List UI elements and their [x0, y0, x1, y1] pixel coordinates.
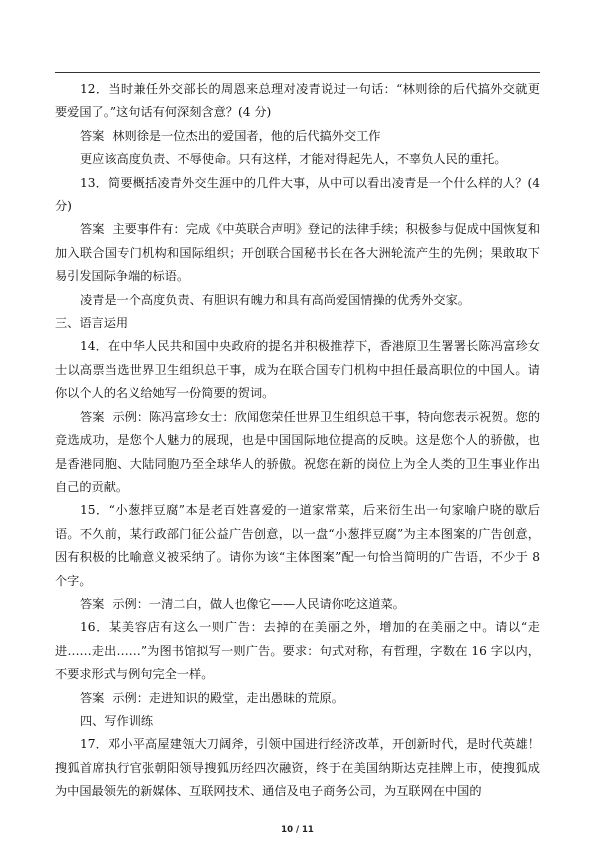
answer-14: [55, 406, 540, 500]
page-content: [55, 78, 540, 804]
answer-12: [55, 125, 540, 148]
answer-15: [55, 593, 540, 616]
answer-16: [55, 687, 540, 710]
answer-label: 答案: [80, 128, 105, 143]
question-17: 17．邓小平高屋建瓴大刀阔斧，引领中国进行经济改革，开创新时代，是时代英雄！搜狐首席执行官张朝阳领导搜狐历经四次融资，终于在美国纳斯达克挂牌上市，使搜狐成为中国最领先的新媒体、互联网技术、通信及电子商务公司，为互联网在中国的: [55, 737, 540, 799]
question-14: 14．在中华人民共和国中央政府的提名并积极推荐下，香港原卫生署署长陈冯富珍女士以高票当选世界卫生组织总干事，成为在联合国专门机构中担任最高职位的中国人。请你以个人的名义给她写一份简要的贺词。: [55, 339, 540, 401]
question-13: 13．简要概括凌青外交生涯中的几件大事，从中可以看出凌青是一个什么样的人？(4 分): [55, 175, 540, 214]
answer-label: 答案: [80, 222, 105, 237]
answer-13: [55, 218, 540, 288]
answer-16-text: 示例：走进知识的殿堂，走出愚昧的荒原。: [112, 690, 344, 705]
question-12: 12．当时兼任外交部长的周恩来总理对凌青说过一句话：“林则徐的后代搞外交就更要爱国了。”这句话有何深刻含意？(4 分): [55, 82, 540, 120]
answer-label: 答案: [80, 409, 105, 424]
question-15: 15．“小葱拌豆腐”本是老百姓喜爱的一道家常菜，后来衍生出一句家喻户晓的歇后语。不久前，某行政部门征公益广告创意，以一盘“小葱拌豆腐”为主本图案的广告创意，因有积极的比喻意义被采纳了。请你为该“主体图案”配一句恰当简明的广告语，不少于 8 个字。: [55, 503, 540, 588]
answer-label: 答案: [80, 690, 105, 705]
section-heading-language: 三、语言运用: [55, 316, 129, 331]
answer-13-continued: 凌青是一个高度负责、有胆识有魄力和具有高尚爱国情操的优秀外交家。: [80, 292, 470, 307]
answer-13-text: 主要事件有：完成《中英联合声明》登记的法律手续；积极参与促成中国恢复和加入联合国专门机构和国际组织；开创联合国秘书长在各大洲轮流产生的先例；果敢取下易引发国际争端的标语。: [55, 222, 541, 284]
page-number: 10 / 11: [281, 825, 314, 835]
answer-14-text: 示例：陈冯富珍女士：欣闻您荣任世界卫生组织总干事，特向您表示祝贺。您的竞选成功，是您个人魅力的展现，也是中国国际地位提高的反映。这是您个人的骄傲，也是香港同胞、大陆同胞乃至全球华人的骄傲。祝您在新的岗位上为全人类的卫生事业作出自己的贡献。: [55, 409, 541, 494]
section-heading-writing: 四、写作训练: [80, 713, 154, 728]
header-rule: [55, 72, 540, 73]
answer-15-text: 示例：一清二白，做人也像它——人民请你吃这道菜。: [112, 596, 405, 611]
answer-12-continued: 更应该高度负责、不辱使命。只有这样，才能对得起先人，不辜负人民的重托。: [80, 152, 507, 167]
question-16: 16．某美容店有这么一则广告：去掉的在美丽之外，增加的在美丽之中。请以“走进……走出……”为图书馆拟写一则广告。要求：句式对称，有哲理，字数在 16 字以内，不要求形式与例句完全一样。: [55, 620, 540, 682]
answer-label: 答案: [80, 596, 105, 611]
answer-12-text: 林则徐是一位杰出的爱国者，他的后代搞外交工作: [112, 128, 381, 143]
